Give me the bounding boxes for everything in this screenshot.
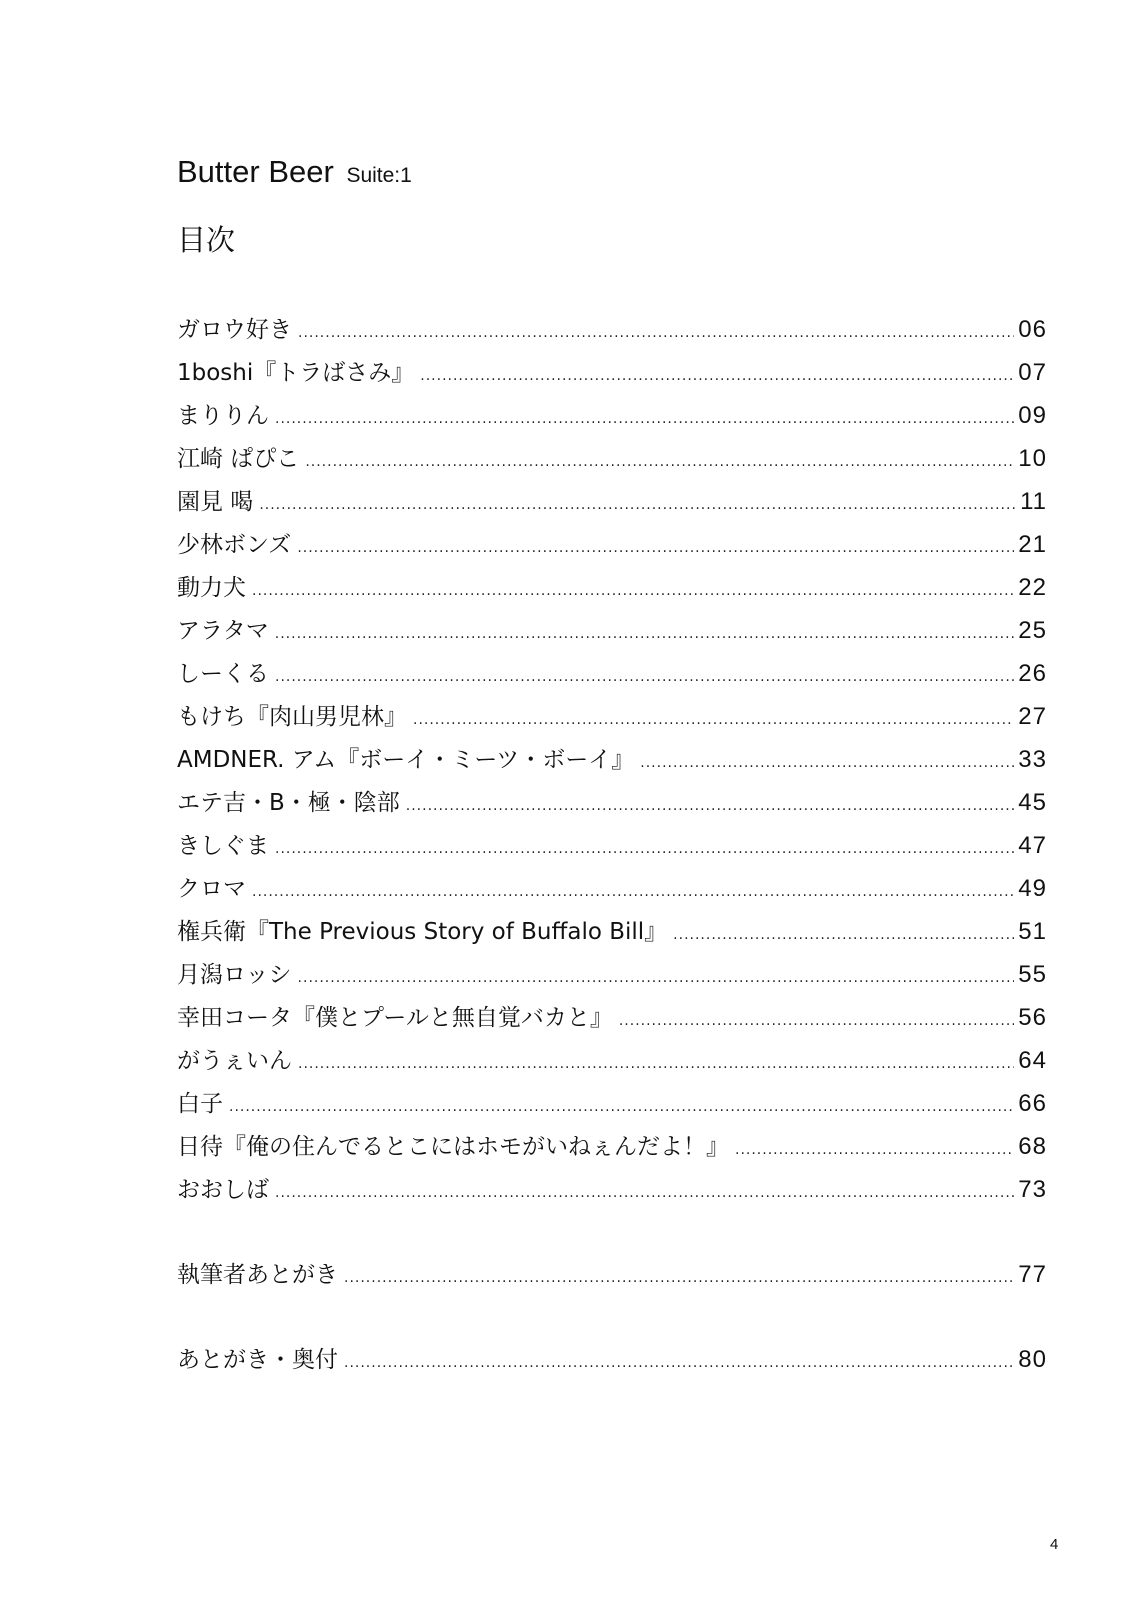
toc-entry: [177, 566, 1047, 609]
toc-entry-page: 45: [1018, 789, 1047, 816]
toc-entry: [177, 781, 1047, 824]
toc-entry-leader: [298, 957, 1015, 1000]
toc-entry-leader: [275, 398, 1014, 441]
toc-entry-label: クロマ: [177, 876, 246, 902]
toc-entry-leader: [735, 1129, 1014, 1172]
toc-entry-leader: [275, 1172, 1014, 1215]
toc-entry-leader: [252, 570, 1014, 613]
toc-entry-page: 68: [1018, 1133, 1047, 1160]
toc-entry-label: 権兵衛『The Previous Story of Buffalo Bill』: [177, 919, 668, 945]
toc-entry: [177, 609, 1047, 652]
toc-entry-page: 33: [1018, 746, 1047, 773]
toc-spacer: [177, 1296, 1047, 1338]
toc-entry-leader: [344, 1342, 1014, 1385]
toc-entry: [177, 652, 1047, 695]
toc-entry-page: 55: [1018, 961, 1047, 988]
toc-entry-leader: [298, 1043, 1014, 1086]
toc-entry-leader: [305, 441, 1014, 484]
toc-entry-page: 25: [1018, 617, 1047, 644]
toc-entry-page: 80: [1018, 1346, 1047, 1373]
toc-entry-page: 26: [1018, 660, 1047, 687]
toc-entry-leader: [673, 914, 1014, 957]
toc-entry: [177, 1168, 1047, 1211]
toc-entry-label: あとがき・奥付: [177, 1347, 338, 1373]
toc-entry-leader: [275, 656, 1014, 699]
toc-spacer: [177, 1211, 1047, 1253]
toc-entry-page: 21: [1018, 531, 1047, 558]
toc-entry-page: 66: [1018, 1090, 1047, 1117]
toc-entry: [177, 738, 1047, 781]
toc-entry: [177, 996, 1047, 1039]
toc-entry: [177, 308, 1047, 351]
toc-entry-label: きしぐま: [177, 833, 269, 859]
toc-entry-afterword-colophon: [177, 1338, 1047, 1381]
toc-entry-label: 白子: [177, 1091, 223, 1117]
toc-entry-leader: [413, 699, 1014, 742]
toc-entry-page: 06: [1018, 316, 1047, 343]
toc-entry: [177, 394, 1047, 437]
toc-entry-page: 77: [1018, 1261, 1047, 1288]
toc-list: [177, 308, 1047, 1381]
toc-entry-leader: [252, 871, 1014, 914]
toc-entry-page: 47: [1018, 832, 1047, 859]
toc-entry-label: がうぇいん: [177, 1048, 292, 1074]
toc-entry-page: 22: [1018, 574, 1047, 601]
toc-entry-page: 10: [1018, 445, 1047, 472]
toc-entry-label: まりりん: [177, 403, 269, 429]
toc-entry: [177, 523, 1047, 566]
toc-entry-label: 執筆者あとがき: [177, 1262, 338, 1288]
toc-entry-page: 51: [1018, 918, 1047, 945]
toc-entry-leader: [298, 312, 1014, 355]
book-title-main: Butter Beer: [177, 154, 334, 189]
toc-entry: [177, 953, 1047, 996]
toc-entry-page: 49: [1018, 875, 1047, 902]
toc-entry-label: ガロウ好き: [177, 317, 292, 343]
book-title: [177, 152, 412, 196]
toc-entry-page: 64: [1018, 1047, 1047, 1074]
toc-entry-page: 11: [1020, 488, 1047, 515]
toc-entry-page: 09: [1018, 402, 1047, 429]
toc-entry-label: おおしば: [177, 1177, 269, 1203]
toc-entry-leader: [406, 785, 1015, 828]
toc-entry-leader: [420, 355, 1014, 398]
toc-entry: [177, 867, 1047, 910]
toc-entry-afterword-authors: [177, 1253, 1047, 1296]
toc-entry: [177, 351, 1047, 394]
toc-entry-leader: [297, 527, 1014, 570]
toc-entry-label: AMDNER. アム『ボーイ・ミーツ・ボーイ』: [177, 747, 635, 773]
toc-entry-label: 園見 喝: [177, 489, 254, 515]
book-title-sub: Suite:1: [346, 164, 412, 187]
toc-entry-label: 月潟ロッシ: [177, 962, 292, 988]
toc-entry-page: 27: [1018, 703, 1047, 730]
toc-entry-page: 73: [1018, 1176, 1047, 1203]
toc-entry-leader: [229, 1086, 1014, 1129]
toc-entry-page: 07: [1018, 359, 1047, 386]
toc-entry-label: 日待『俺の住んでるとこにはホモがいねぇんだよ！』: [177, 1134, 729, 1160]
toc-entry-label: 少林ボンズ: [177, 532, 292, 558]
toc-entry: [177, 910, 1047, 953]
toc-entry-label: しーくる: [177, 661, 269, 687]
toc-entry: [177, 437, 1047, 480]
toc-entry-label: もけち『肉山男児林』: [177, 704, 407, 730]
toc-entry-leader: [344, 1257, 1014, 1300]
toc-entry-label: 江崎 ぱぴこ: [177, 446, 300, 472]
toc-entry-label: 動力犬: [177, 575, 246, 601]
toc-entry-leader: [619, 1000, 1014, 1043]
toc-entry-label: 1boshi『トラばさみ』: [177, 360, 415, 386]
toc-entry-leader: [275, 828, 1014, 871]
toc-entry: [177, 1125, 1047, 1168]
toc-heading: 目次: [177, 223, 236, 257]
toc-entry-leader: [259, 484, 1016, 527]
toc-entry: [177, 695, 1047, 738]
toc-entry: [177, 480, 1047, 523]
toc-entry-page: 56: [1018, 1004, 1047, 1031]
toc-entry-label: エテ吉・B・極・陰部: [177, 790, 400, 816]
toc-entry: [177, 1039, 1047, 1082]
toc-entry-label: 幸田コータ『僕とプールと無自覚バカと』: [177, 1005, 613, 1031]
toc-entry-leader: [640, 742, 1014, 785]
toc-entry: [177, 1082, 1047, 1125]
toc-entry-leader: [275, 613, 1015, 656]
toc-entry: [177, 824, 1047, 867]
page-number: 4: [1050, 1536, 1059, 1553]
toc-entry-label: アラタマ: [177, 618, 269, 644]
